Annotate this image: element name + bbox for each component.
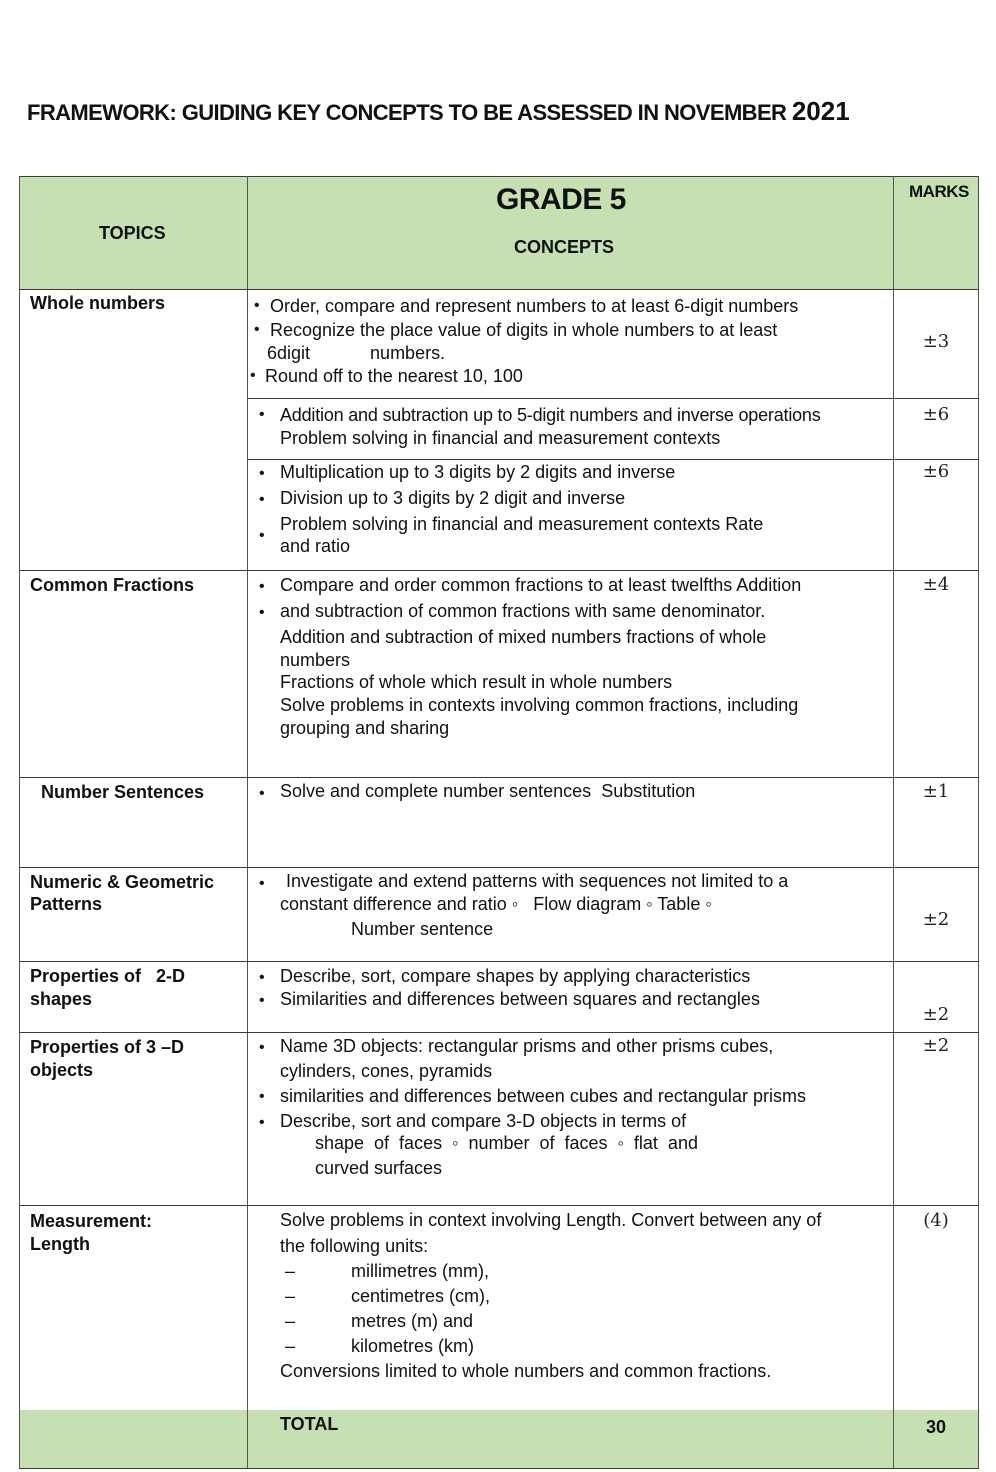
concept-line: Number sentence: [351, 919, 494, 939]
title-text: FRAMEWORK: GUIDING KEY CONCEPTS TO BE ASSESSED IN NOVEMBER: [27, 100, 787, 125]
concept-line: Addition and subtraction of mixed numbers fractions of whole: [280, 627, 767, 647]
concept-line: Solve problems in context involving Length. Convert between any of: [280, 1210, 822, 1230]
concept-line: Describe, sort and compare 3-D objects in terms of: [280, 1111, 687, 1131]
title-year: 2021: [791, 96, 850, 126]
marks-value: ±6: [922, 461, 950, 482]
row-divider: [19, 570, 979, 571]
header-topics: TOPICS: [99, 223, 166, 243]
header-grade: GRADE 5: [496, 183, 626, 216]
concept-line: similarities and differences between cubes and rectangular prisms: [280, 1086, 806, 1106]
row-divider: [19, 289, 979, 290]
concept-line: shape of faces ◦ number of faces ◦ flat and: [315, 1133, 698, 1153]
concept-line: Round off to the nearest 10, 100: [265, 366, 523, 386]
bullet-icon: •: [254, 297, 260, 314]
bullet-icon: •: [259, 604, 265, 621]
row-divider: [19, 777, 979, 778]
concept-line: Problem solving in financial and measurement contexts Rate: [280, 514, 764, 534]
dash-icon: –: [285, 1261, 296, 1281]
concept-line: curved surfaces: [315, 1158, 443, 1178]
column-divider: [893, 176, 894, 1468]
table-border: [978, 176, 979, 1468]
marks-value: ±4: [922, 574, 950, 595]
marks-value: ±2: [922, 1035, 950, 1056]
topic-patterns: Numeric & Geometric: [30, 872, 215, 892]
topic-3d-objects: Properties of 3 –D: [30, 1037, 185, 1057]
row-divider: [19, 1032, 979, 1033]
bullet-icon: •: [259, 969, 265, 986]
row-divider: [19, 961, 979, 962]
bullet-icon: •: [250, 367, 256, 384]
concept-line: Describe, sort, compare shapes by applying characteristics: [280, 966, 751, 986]
concept-line: Solve problems in contexts involving common fractions, including: [280, 695, 799, 715]
topic-2d-shapes: Properties of 2-D: [30, 966, 186, 986]
bullet-icon: •: [259, 1088, 265, 1105]
bullet-icon: •: [259, 406, 265, 423]
concept-line: Multiplication up to 3 digits by 2 digits and inverse: [280, 462, 676, 482]
bullet-icon: •: [259, 527, 265, 544]
concept-line: the following units:: [280, 1236, 429, 1256]
row-divider: [19, 867, 979, 868]
dash-icon: –: [285, 1336, 296, 1356]
marks-value: ±2: [922, 1004, 950, 1025]
concept-line: Order, compare and represent numbers to at least 6-digit numbers: [270, 296, 799, 316]
marks-value: (4): [923, 1210, 949, 1231]
bullet-icon: •: [259, 992, 265, 1009]
concept-line: Solve and complete number sentences Substitution: [280, 781, 696, 801]
concept-line: Recognize the place value of digits in whole numbers to at least: [270, 320, 778, 340]
marks-value: ±2: [922, 909, 950, 930]
row-divider: [19, 1205, 979, 1206]
column-divider: [247, 176, 248, 1468]
topic-measurement-length: Measurement:: [30, 1211, 153, 1231]
topic-common-fractions: Common Fractions: [30, 575, 195, 595]
topic-2d-shapes: shapes: [30, 989, 93, 1009]
bullet-icon: •: [259, 1114, 265, 1131]
bullet-icon: •: [259, 465, 265, 482]
marks-value: ±3: [922, 331, 950, 352]
row-divider: [247, 459, 979, 460]
header-marks: MARKS: [909, 182, 969, 201]
table-border: [19, 176, 20, 1468]
topic-measurement-length: Length: [30, 1234, 90, 1254]
table-border: [19, 176, 979, 177]
concept-line: grouping and sharing: [280, 718, 450, 738]
bullet-icon: •: [254, 321, 260, 338]
concept-line: numbers: [280, 650, 351, 670]
unit-item: millimetres (mm),: [351, 1261, 489, 1281]
concept-line: Investigate and extend patterns with sequences not limited to a: [286, 871, 789, 891]
unit-item: kilometres (km): [351, 1336, 475, 1356]
unit-item: metres (m) and: [351, 1311, 474, 1331]
concept-line: Name 3D objects: rectangular prisms and other prisms cubes,: [280, 1036, 774, 1056]
total-value: 30: [925, 1417, 947, 1437]
table-border: [19, 1468, 979, 1469]
marks-value: ±1: [922, 781, 950, 802]
topic-patterns: Patterns: [30, 894, 103, 914]
dash-icon: –: [285, 1311, 296, 1331]
concept-line: cylinders, cones, pyramids: [280, 1061, 493, 1081]
concept-line: Division up to 3 digits by 2 digit and inverse: [280, 488, 626, 508]
concept-line: Problem solving in financial and measurement contexts: [280, 428, 721, 448]
total-label: TOTAL: [280, 1414, 339, 1434]
concept-line: 6digit numbers.: [267, 343, 446, 363]
header-concepts: CONCEPTS: [514, 237, 615, 257]
bullet-icon: •: [259, 1039, 265, 1056]
concept-line: Compare and order common fractions to at least twelfths Addition: [280, 575, 802, 595]
bullet-icon: •: [259, 578, 265, 595]
bullet-icon: •: [259, 491, 265, 508]
concept-line: Similarities and differences between squares and rectangles: [280, 989, 760, 1009]
concept-line: constant difference and ratio ◦ Flow diagram ◦ Table ◦: [280, 894, 712, 914]
unit-item: centimetres (cm),: [351, 1286, 491, 1306]
topic-number-sentences: Number Sentences: [41, 782, 205, 802]
row-divider: [247, 398, 979, 399]
concept-line: Fractions of whole which result in whole numbers: [280, 672, 673, 692]
topic-3d-objects: objects: [30, 1060, 94, 1080]
bullet-icon: •: [259, 875, 265, 892]
topic-whole-numbers: Whole numbers: [30, 293, 166, 313]
bullet-icon: •: [259, 785, 265, 802]
concept-line: Conversions limited to whole numbers and common fractions.: [280, 1361, 772, 1381]
table-total-row: [19, 1410, 979, 1468]
concept-line: and ratio: [280, 536, 351, 556]
concept-line: Addition and subtraction up to 5-digit numbers and inverse operations: [280, 405, 821, 425]
document-title: [27, 96, 850, 127]
marks-value: ±6: [922, 404, 950, 425]
dash-icon: –: [285, 1286, 296, 1306]
concept-line: and subtraction of common fractions with same denominator.: [280, 601, 766, 621]
concepts-table: [19, 176, 979, 1468]
